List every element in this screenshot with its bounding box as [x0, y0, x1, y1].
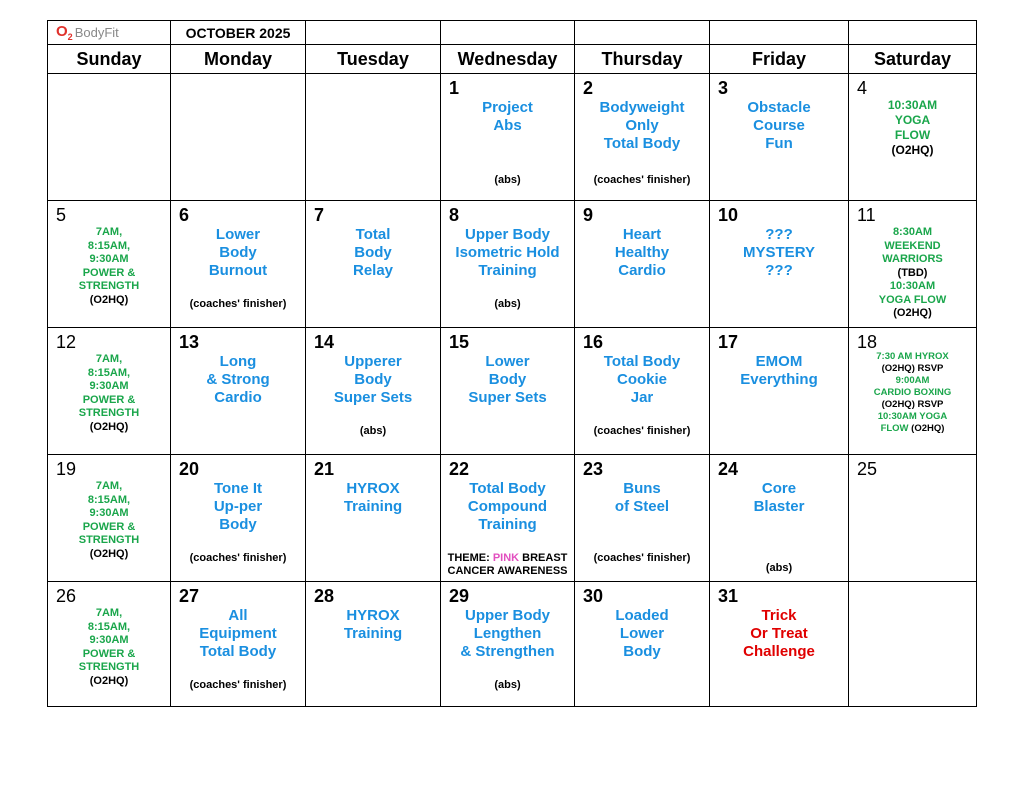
schedule-part: FLOW	[880, 423, 912, 434]
schedule-part: 7:30 AM HYROX	[876, 351, 949, 362]
day-cell	[440, 327, 574, 454]
week-row	[47, 581, 977, 707]
day-cell	[170, 200, 305, 327]
class-title-line: Only	[625, 117, 659, 134]
day-cell	[709, 581, 848, 707]
day-cell	[440, 200, 574, 327]
class-schedule	[849, 226, 976, 321]
logo-mark	[56, 23, 73, 42]
class-title-line: Upper Body	[464, 607, 550, 624]
top-blank	[305, 20, 440, 44]
class-title-line: Body	[219, 516, 257, 533]
class-title-line: Burnout	[208, 262, 268, 279]
class-title-line: Tone It	[213, 480, 263, 497]
schedule-line: 9:30AM	[89, 380, 129, 392]
day-cell	[848, 200, 977, 327]
schedule-part: (O2HQ)	[911, 423, 945, 434]
day-cell	[305, 581, 440, 707]
class-title-line: Super Sets	[468, 389, 547, 406]
class-title-line: Loaded	[615, 607, 669, 624]
class-schedule	[48, 353, 170, 434]
class-title	[306, 226, 440, 280]
day-number: 8	[449, 205, 460, 225]
day-cell	[305, 200, 440, 327]
class-title	[306, 353, 440, 407]
class-title	[710, 226, 848, 280]
day-number: 17	[718, 332, 739, 352]
weekday-monday: Monday	[170, 44, 305, 73]
class-title	[575, 226, 709, 280]
day-cell	[170, 73, 305, 200]
schedule-line: WARRIORS	[882, 253, 943, 265]
class-title	[306, 480, 440, 516]
brand-logo	[47, 20, 170, 44]
day-number: 13	[179, 332, 200, 352]
class-title-line: Blaster	[753, 498, 805, 515]
week-row	[47, 327, 977, 454]
class-title-line: Buns	[623, 480, 661, 497]
day-number: 27	[179, 586, 200, 606]
weekday-friday: Friday	[709, 44, 848, 73]
day-number: 6	[179, 205, 190, 225]
class-title-line: Lower	[619, 625, 665, 642]
class-title-line: Challenge	[743, 643, 815, 660]
day-number: 12	[56, 332, 77, 352]
week-row	[47, 454, 977, 581]
schedule-line: POWER &	[82, 647, 136, 660]
class-title-line: Training	[343, 498, 403, 515]
day-cell	[47, 327, 170, 454]
week-row	[47, 200, 977, 327]
day-cell	[47, 200, 170, 327]
schedule-line: POWER &	[82, 393, 136, 406]
day-cell	[574, 454, 709, 581]
class-title-line: Project	[482, 99, 533, 116]
class-title-line: of Steel	[614, 498, 670, 515]
class-title	[575, 99, 709, 153]
weekday-wednesday: Wednesday	[440, 44, 574, 73]
day-number: 26	[56, 586, 77, 606]
day-number: 16	[583, 332, 604, 352]
day-cell	[305, 327, 440, 454]
top-blank	[440, 20, 574, 44]
schedule-line: 7AM,	[95, 226, 123, 238]
day-number: 23	[583, 459, 604, 479]
schedule-line	[849, 375, 976, 387]
schedule-line: 8:15AM,	[87, 620, 131, 633]
class-title	[441, 480, 574, 534]
day-cell	[574, 327, 709, 454]
class-title-line: Total Body	[469, 480, 546, 497]
day-cell	[47, 581, 170, 707]
class-title-line: ???	[765, 262, 793, 279]
weekday-saturday: Saturday	[848, 44, 977, 73]
schedule-line: 9:30AM	[89, 634, 129, 646]
class-note: (abs)	[494, 679, 521, 691]
month-title: OCTOBER 2025	[170, 20, 305, 44]
logo-o: O	[56, 23, 68, 40]
schedule-line: 9:30AM	[89, 507, 129, 519]
class-schedule	[849, 98, 976, 158]
day-number: 28	[314, 586, 335, 606]
class-note: (coaches' finisher)	[189, 552, 287, 564]
schedule-line: 9:30AM	[89, 253, 129, 265]
class-title-line: Training	[343, 625, 403, 642]
class-note: (abs)	[494, 174, 521, 186]
day-cell	[574, 200, 709, 327]
class-title-line: Lower	[215, 226, 261, 243]
class-title-line: Fun	[765, 135, 793, 152]
class-title	[171, 353, 305, 407]
day-number: 25	[857, 459, 878, 479]
theme-line: CANCER AWARENESS	[447, 565, 568, 577]
schedule-line	[849, 411, 976, 423]
class-title	[441, 607, 574, 661]
class-note: (coaches' finisher)	[189, 679, 287, 691]
class-title-line: Body	[623, 643, 661, 660]
class-title	[441, 99, 574, 135]
class-title	[710, 607, 848, 661]
class-title-line: All	[228, 607, 248, 624]
day-number: 21	[314, 459, 335, 479]
class-title-line: Isometric Hold	[455, 244, 560, 261]
class-note: (abs)	[359, 425, 387, 437]
class-title	[171, 226, 305, 280]
class-title-line: Body	[488, 371, 527, 388]
schedule-line: (O2HQ)	[89, 674, 129, 687]
schedule-part: (O2HQ) RSVP	[881, 399, 944, 410]
schedule-line	[849, 363, 976, 375]
day-cell	[848, 327, 977, 454]
day-cell	[709, 73, 848, 200]
class-title-line: Course	[753, 117, 805, 134]
schedule-line: 10:30AM	[887, 98, 938, 112]
theme-text: BREAST	[519, 552, 568, 564]
day-cell	[848, 454, 977, 581]
class-title-line: Total Body	[199, 643, 277, 660]
theme-pink: PINK	[492, 552, 520, 564]
class-title-line: Body	[354, 371, 392, 388]
day-number: 11	[857, 205, 876, 225]
theme-note	[441, 552, 574, 578]
schedule-line: 10:30AM	[889, 280, 936, 292]
class-title	[575, 607, 709, 661]
day-cell	[305, 454, 440, 581]
class-title-line: Trick	[761, 607, 797, 624]
class-title-line: EMOM	[755, 353, 803, 370]
day-number: 29	[449, 586, 470, 606]
day-cell	[709, 327, 848, 454]
class-title-line: Lengthen	[473, 625, 542, 642]
week-row	[47, 73, 977, 200]
day-number: 4	[857, 78, 868, 98]
day-number: 15	[449, 332, 470, 352]
day-cell	[848, 73, 977, 200]
class-title-line: Healthy	[614, 244, 670, 261]
class-title-line: Body	[219, 244, 257, 261]
day-cell	[440, 73, 574, 200]
day-number: 1	[449, 78, 460, 98]
class-title	[710, 99, 848, 153]
class-schedule	[849, 351, 976, 435]
class-title-line: Compound	[467, 498, 548, 515]
day-number: 30	[583, 586, 604, 606]
day-number: 24	[718, 459, 739, 479]
schedule-line: FLOW	[894, 128, 931, 142]
day-number: 7	[314, 205, 325, 225]
class-note: (abs)	[765, 562, 793, 574]
top-blank	[574, 20, 709, 44]
calendar	[47, 20, 977, 707]
class-title	[171, 607, 305, 661]
calendar-top-row	[47, 20, 977, 44]
class-title	[306, 607, 440, 643]
class-note: (coaches' finisher)	[593, 552, 691, 564]
class-title-line: Bodyweight	[599, 99, 685, 116]
day-number: 18	[857, 332, 878, 352]
class-schedule	[48, 480, 170, 561]
schedule-line: POWER &	[82, 520, 136, 533]
class-title-line: Total Body	[603, 353, 681, 370]
class-title-line: & Strong	[206, 371, 270, 388]
schedule-line	[849, 351, 976, 363]
class-title-line: Cardio	[618, 262, 666, 279]
schedule-line: STRENGTH	[78, 534, 140, 546]
class-title-line: Cardio	[214, 389, 262, 406]
class-title-line: Everything	[740, 371, 818, 388]
schedule-line: (TBD)	[897, 266, 928, 279]
day-cell	[305, 73, 440, 200]
schedule-line: (O2HQ)	[893, 307, 932, 319]
class-title-line: HYROX	[346, 607, 400, 624]
day-number: 2	[583, 78, 594, 98]
class-title-line: Total	[355, 226, 391, 243]
class-title-line: Relay	[352, 262, 394, 279]
logo-text: BodyFit	[74, 25, 119, 40]
class-title-line: Equipment	[199, 625, 277, 642]
class-title-line: Upper Body	[464, 226, 550, 243]
class-title	[441, 226, 574, 280]
class-title-line: Body	[354, 244, 392, 261]
class-note: (coaches' finisher)	[593, 174, 691, 186]
schedule-line: YOGA	[894, 113, 931, 127]
class-title-line: Training	[478, 516, 537, 533]
schedule-line: STRENGTH	[78, 280, 140, 292]
class-title-line: Heart	[622, 226, 662, 243]
day-number: 10	[718, 205, 739, 225]
schedule-line: WEEKEND	[884, 239, 941, 252]
schedule-part: 10:30AM YOGA	[877, 411, 948, 422]
class-title-line: Long	[219, 353, 257, 370]
logo-sub: 2	[67, 32, 73, 42]
schedule-line: (O2HQ)	[89, 293, 129, 306]
weekday-thursday: Thursday	[574, 44, 709, 73]
class-schedule	[48, 607, 170, 688]
day-cell	[709, 454, 848, 581]
class-title	[171, 480, 305, 534]
schedule-line: 8:15AM,	[87, 239, 131, 252]
class-note: (coaches' finisher)	[593, 425, 691, 437]
day-cell	[440, 454, 574, 581]
class-note: (abs)	[494, 298, 521, 310]
day-cell	[170, 327, 305, 454]
schedule-line: POWER &	[82, 266, 136, 279]
day-cell	[709, 200, 848, 327]
schedule-line: 7AM,	[95, 607, 123, 619]
class-schedule	[48, 226, 170, 307]
schedule-line: 7AM,	[95, 480, 123, 492]
weekday-tuesday: Tuesday	[305, 44, 440, 73]
schedule-line	[849, 387, 976, 399]
schedule-line: (O2HQ)	[891, 143, 934, 157]
class-title-line: Up-per	[213, 498, 263, 515]
class-title-line: Abs	[493, 117, 522, 134]
day-number: 20	[179, 459, 200, 479]
class-title-line: Cookie	[616, 371, 667, 388]
schedule-line: STRENGTH	[78, 661, 140, 673]
day-number: 5	[56, 205, 67, 225]
day-cell	[47, 454, 170, 581]
schedule-line: 7AM,	[95, 353, 123, 365]
class-title	[710, 353, 848, 389]
class-title-line: & Strengthen	[460, 643, 555, 660]
class-title-line: Training	[478, 262, 537, 279]
day-cell	[440, 581, 574, 707]
class-title-line: HYROX	[346, 480, 400, 497]
class-title-line: Jar	[630, 389, 654, 406]
weeks-container	[47, 73, 977, 707]
top-blank	[709, 20, 848, 44]
day-cell	[574, 73, 709, 200]
class-title-line: ???	[765, 226, 793, 243]
day-cell	[170, 581, 305, 707]
day-number: 19	[56, 459, 77, 479]
schedule-part: 9:00AM	[895, 375, 930, 386]
class-title-line: MYSTERY	[743, 244, 815, 261]
theme-text: THEME:	[447, 552, 493, 564]
day-cell	[848, 581, 977, 707]
schedule-line: 8:30AM	[892, 226, 933, 238]
schedule-line	[849, 423, 976, 435]
schedule-line: 8:15AM,	[87, 493, 131, 506]
day-number: 9	[583, 205, 594, 225]
class-title-line: Or Treat	[750, 625, 808, 642]
schedule-line: 8:15AM,	[87, 366, 131, 379]
day-number: 22	[449, 459, 470, 479]
day-cell	[170, 454, 305, 581]
schedule-line: (O2HQ)	[89, 547, 129, 560]
schedule-line: STRENGTH	[78, 407, 140, 419]
schedule-part: CARDIO BOXING	[873, 387, 952, 398]
weekday-sunday: Sunday	[47, 44, 170, 73]
theme-line	[441, 552, 574, 565]
schedule-line: (O2HQ)	[89, 420, 129, 433]
class-title	[441, 353, 574, 407]
schedule-line	[849, 399, 976, 411]
day-number: 31	[718, 586, 739, 606]
class-title-line: Total Body	[603, 135, 681, 152]
weekday-header-row	[47, 44, 977, 73]
class-title-line: Upperer	[344, 353, 402, 370]
day-cell	[574, 581, 709, 707]
schedule-part: (O2HQ) RSVP	[881, 363, 944, 374]
day-number: 3	[718, 78, 729, 98]
day-number: 14	[314, 332, 335, 352]
class-title-line: Super Sets	[333, 389, 413, 406]
class-title	[710, 480, 848, 516]
schedule-line: YOGA FLOW	[878, 293, 947, 306]
class-title	[575, 480, 709, 516]
class-title-line: Obstacle	[747, 99, 811, 116]
class-title-line: Lower	[485, 353, 530, 370]
class-note: (coaches' finisher)	[189, 298, 287, 310]
class-title	[575, 353, 709, 407]
class-title-line: Core	[761, 480, 797, 497]
day-cell	[47, 73, 170, 200]
top-blank	[848, 20, 977, 44]
